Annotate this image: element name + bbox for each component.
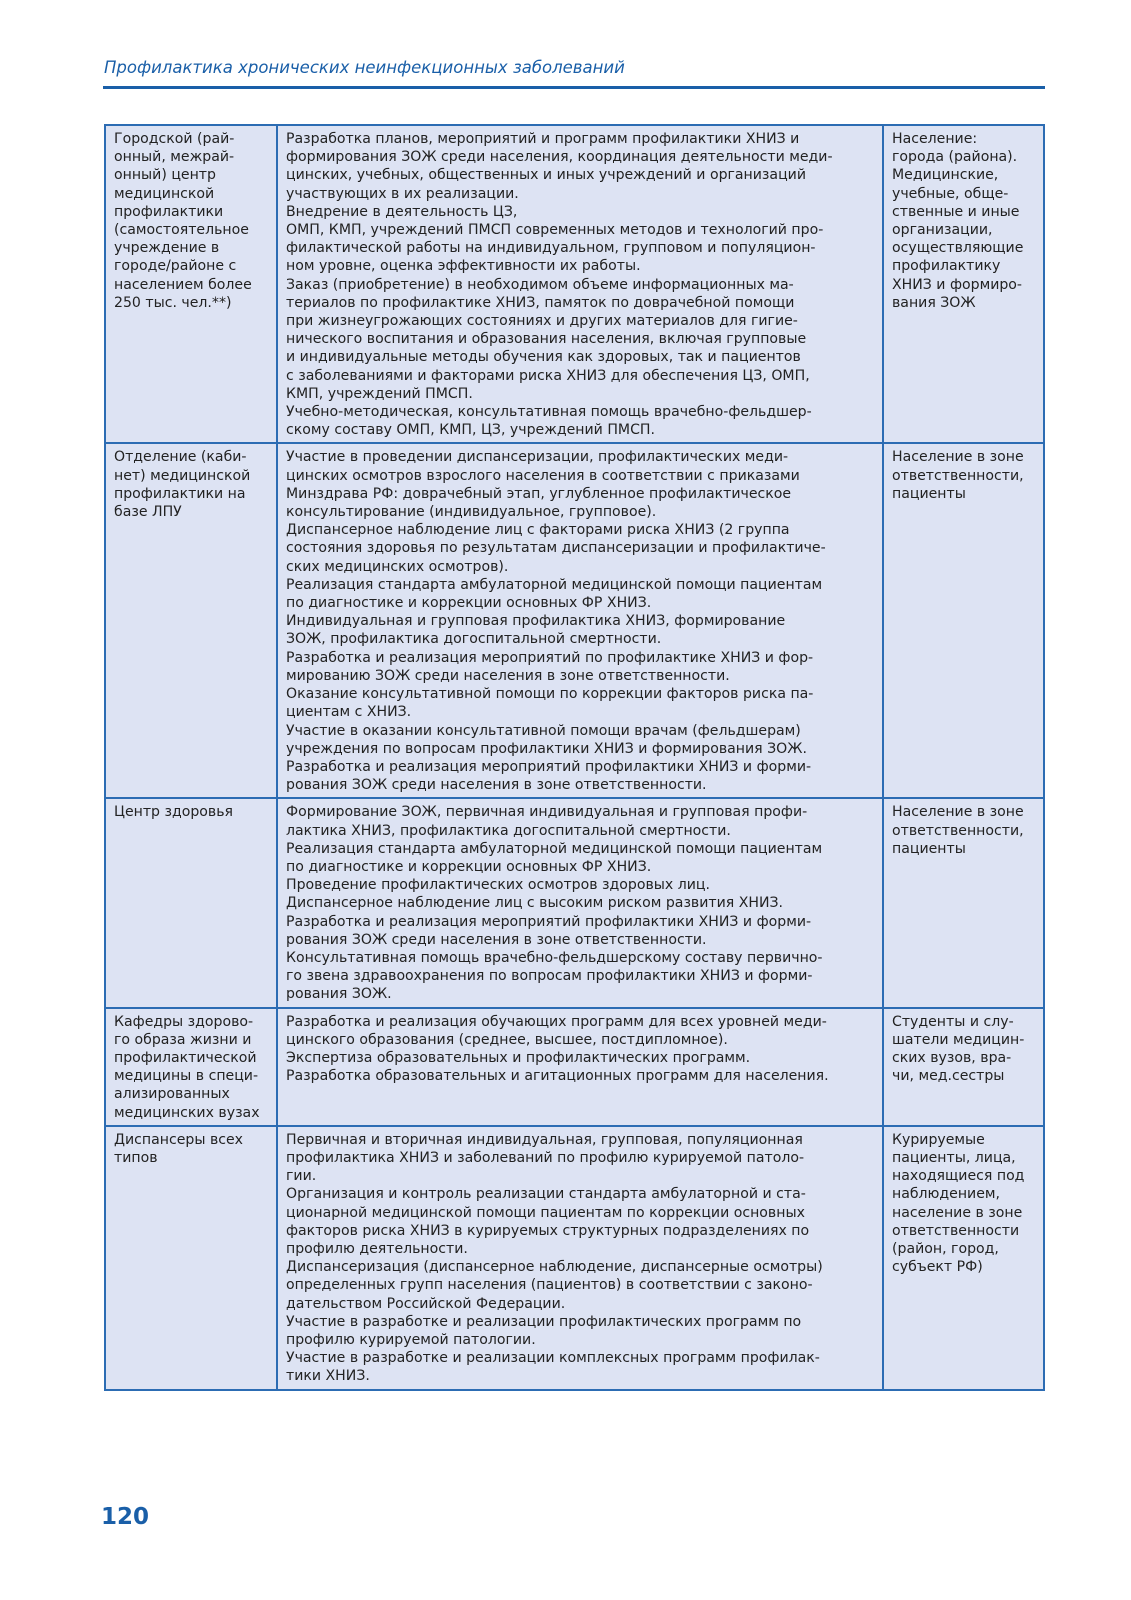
target-audience-cell bbox=[883, 125, 1044, 443]
prevention-institutions-table bbox=[104, 124, 1045, 1391]
text-line: мированию ЗОЖ среди населения в зоне ответственности. bbox=[286, 667, 730, 684]
text-line: профилактики на bbox=[114, 485, 246, 502]
text-line: учебные, обще- bbox=[892, 185, 1009, 202]
text-line: скому составу ОМП, КМП, ЦЗ, учреждений ПМСП. bbox=[286, 422, 655, 439]
text-line: с заболеваниями и факторами риска ХНИЗ для обеспечения ЦЗ, ОМП, bbox=[286, 367, 810, 384]
institution-cell bbox=[105, 1008, 277, 1126]
text-line: Участие в проведении диспансеризации, профилактических меди- bbox=[286, 449, 789, 466]
text-line: Население в зоне bbox=[892, 449, 1024, 466]
text-line: Консультативная помощь врачебно-фельдшерскому составу первично- bbox=[286, 949, 823, 966]
functions-cell bbox=[277, 798, 883, 1007]
text-line: чи, мед.сестры bbox=[892, 1068, 1005, 1085]
text-line: профилактики bbox=[114, 203, 224, 220]
text-line: население в зоне bbox=[892, 1204, 1023, 1221]
text-line: профилактика ХНИЗ и заболеваний по профилю курируемой патоло- bbox=[286, 1149, 805, 1166]
text-line: Участие в оказании консультативной помощи врачам (фельдшерам) bbox=[286, 722, 801, 739]
text-line: рования ЗОЖ среди населения в зоне ответственности. bbox=[286, 931, 707, 948]
target-audience-cell bbox=[883, 1126, 1044, 1390]
target-audience-cell bbox=[883, 443, 1044, 798]
text-line: гии. bbox=[286, 1168, 317, 1185]
target-audience-cell bbox=[883, 798, 1044, 1007]
text-line: Курируемые bbox=[892, 1131, 985, 1148]
text-line: Реализация стандарта амбулаторной медицинской помощи пациентам bbox=[286, 840, 823, 857]
text-line: профилю деятельности. bbox=[286, 1240, 468, 1257]
text-line: 250 тыс. чел.**) bbox=[114, 294, 232, 311]
text-line: Разработка образовательных и агитационных программ для населения. bbox=[286, 1068, 829, 1085]
table-row bbox=[105, 125, 1044, 443]
text-line: факторов риска ХНИЗ в курируемых структурных подразделениях по bbox=[286, 1222, 810, 1239]
text-line: городе/районе с bbox=[114, 258, 237, 275]
text-line: при жизнеугрожающих состояниях и других материалов для гигие- bbox=[286, 313, 798, 330]
text-line: ХНИЗ и формиро- bbox=[892, 276, 1023, 293]
text-line: медицинских вузах bbox=[114, 1104, 260, 1121]
text-line: Диспансеры всех bbox=[114, 1131, 244, 1148]
text-line: ских медицинских осмотров). bbox=[286, 558, 509, 575]
text-line: Медицинские, bbox=[892, 167, 999, 184]
table-row bbox=[105, 443, 1044, 798]
text-line: го звена здравоохранения по вопросам профилактики ХНИЗ и форми- bbox=[286, 968, 813, 985]
text-line: Экспертиза образовательных и профилактических программ. bbox=[286, 1049, 751, 1066]
text-line: Заказ (приобретение) в необходимом объеме информационных ма- bbox=[286, 276, 794, 293]
text-line: по диагностике и коррекции основных ФР ХНИЗ. bbox=[286, 858, 652, 875]
text-line: ответственности, bbox=[892, 467, 1024, 484]
text-line: Диспансерное наблюдение лиц с факторами риска ХНИЗ (2 группа bbox=[286, 522, 790, 539]
text-line: ализированных bbox=[114, 1086, 230, 1103]
text-line: базе ЛПУ bbox=[114, 504, 182, 521]
text-line: Разработка и реализация мероприятий профилактики ХНИЗ и форми- bbox=[286, 913, 812, 930]
text-line: шатели медицин- bbox=[892, 1031, 1025, 1048]
text-line: КМП, учреждений ПМСП. bbox=[286, 385, 473, 402]
text-line: ном уровне, оценка эффективности их работы. bbox=[286, 258, 641, 275]
text-line: ОМП, КМП, учреждений ПМСП современных методов и технологий про- bbox=[286, 222, 824, 239]
text-line: рования ЗОЖ. bbox=[286, 986, 392, 1003]
text-line: осуществляющие bbox=[892, 240, 1024, 257]
text-line: Диспансеризация (диспансерное наблюдение, диспансерные осмотры) bbox=[286, 1259, 823, 1276]
text-line: циентам с ХНИЗ. bbox=[286, 704, 412, 721]
text-line: пациенты bbox=[892, 840, 966, 857]
text-line: Разработка и реализация обучающих программ для всех уровней меди- bbox=[286, 1013, 827, 1030]
text-line: Разработка планов, мероприятий и программ профилактики ХНИЗ и bbox=[286, 131, 800, 147]
text-line: пациенты bbox=[892, 485, 966, 502]
text-line: пациенты, лица, bbox=[892, 1149, 1016, 1166]
text-line: ских вузов, вра- bbox=[892, 1049, 1012, 1066]
text-line: медицинской bbox=[114, 185, 215, 202]
text-line: Организация и контроль реализации стандарта амбулаторной и ста- bbox=[286, 1186, 806, 1203]
text-line: профилактику bbox=[892, 258, 1001, 275]
text-line: Участие в разработке и реализации профилактических программ по bbox=[286, 1313, 802, 1330]
text-line: типов bbox=[114, 1149, 158, 1166]
page-number: 120 bbox=[101, 1504, 150, 1530]
functions-cell bbox=[277, 125, 883, 443]
text-line: нического воспитания и образования населения, включая групповые bbox=[286, 331, 807, 348]
text-line: ЗОЖ, профилактика догоспитальной смертности. bbox=[286, 631, 662, 648]
table-body bbox=[105, 125, 1044, 1390]
text-line: населением более bbox=[114, 276, 252, 293]
header-rule bbox=[103, 86, 1045, 89]
text-line: Индивидуальная и групповая профилактика ХНИЗ, формирование bbox=[286, 613, 786, 630]
text-line: учреждения по вопросам профилактики ХНИЗ и формирования ЗОЖ. bbox=[286, 740, 807, 757]
text-line: Население в зоне bbox=[892, 804, 1024, 821]
text-line: консультирование (индивидуальное, групповое). bbox=[286, 504, 657, 521]
text-line: учреждение в bbox=[114, 240, 220, 257]
text-line: Оказание консультативной помощи по коррекции факторов риска па- bbox=[286, 686, 814, 703]
target-audience-cell bbox=[883, 1008, 1044, 1126]
text-line: Население: bbox=[892, 131, 978, 147]
text-line: цинских осмотров взрослого населения в соответствии с приказами bbox=[286, 467, 800, 484]
text-line: формирования ЗОЖ среди населения, координация деятельности меди- bbox=[286, 149, 833, 166]
text-line: определенных групп населения (пациентов) в соответствии с законо- bbox=[286, 1277, 813, 1294]
text-line: Отделение (каби- bbox=[114, 449, 247, 466]
text-line: профилактической bbox=[114, 1049, 257, 1066]
text-line: Центр здоровья bbox=[114, 804, 233, 821]
text-line: Внедрение в деятельность ЦЗ, bbox=[286, 203, 518, 220]
text-line: Студенты и слу- bbox=[892, 1013, 1014, 1030]
text-line: по диагностике и коррекции основных ФР ХНИЗ. bbox=[286, 595, 652, 612]
text-line: Формирование ЗОЖ, первичная индивидуальная и групповая профи- bbox=[286, 804, 808, 821]
text-line: ответственности bbox=[892, 1222, 1020, 1239]
text-line: Диспансерное наблюдение лиц с высоким риском развития ХНИЗ. bbox=[286, 895, 784, 912]
text-line: го образа жизни и bbox=[114, 1031, 252, 1048]
text-line: Разработка и реализация мероприятий по профилактике ХНИЗ и фор- bbox=[286, 649, 814, 666]
table-row bbox=[105, 1008, 1044, 1126]
text-line: медицины в специ- bbox=[114, 1068, 259, 1085]
institution-cell bbox=[105, 443, 277, 798]
text-line: ственные и иные bbox=[892, 203, 1020, 220]
text-line: субъект РФ) bbox=[892, 1259, 983, 1276]
table-row bbox=[105, 1126, 1044, 1390]
institution-cell bbox=[105, 125, 277, 443]
text-line: дательством Российской Федерации. bbox=[286, 1295, 566, 1312]
text-line: города (района). bbox=[892, 149, 1018, 166]
text-line: находящиеся под bbox=[892, 1168, 1025, 1185]
text-line: филактической работы на индивидуальном, групповом и популяцион- bbox=[286, 240, 816, 257]
text-line: наблюдением, bbox=[892, 1186, 1000, 1203]
text-line: Проведение профилактических осмотров здоровых лиц. bbox=[286, 877, 710, 894]
text-line: Кафедры здорово- bbox=[114, 1013, 254, 1030]
text-line: цинского образования (среднее, высшее, постдипломное). bbox=[286, 1031, 728, 1048]
text-line: Минздрава РФ: доврачебный этап, углубленное профилактическое bbox=[286, 485, 792, 502]
text-line: Учебно-методическая, консультативная помощь врачебно-фельдшер- bbox=[286, 404, 812, 421]
text-line: Первичная и вторичная индивидуальная, групповая, популяционная bbox=[286, 1131, 803, 1148]
text-line: участвующих в их реализации. bbox=[286, 185, 519, 202]
running-header-title: Профилактика хронических неинфекционных заболеваний bbox=[104, 58, 625, 77]
text-line: териалов по профилактике ХНИЗ, памяток по доврачебной помощи bbox=[286, 294, 795, 311]
table-row bbox=[105, 798, 1044, 1007]
text-line: тики ХНИЗ. bbox=[286, 1368, 370, 1385]
text-line: организации, bbox=[892, 222, 993, 239]
text-line: (район, город, bbox=[892, 1240, 999, 1257]
text-line: онный, межрай- bbox=[114, 149, 235, 166]
text-line: цинских, учебных, общественных и иных учреждений и организаций bbox=[286, 167, 806, 184]
functions-cell bbox=[277, 1008, 883, 1126]
text-line: онный) центр bbox=[114, 167, 216, 184]
text-line: состояния здоровья по результатам диспансеризации и профилактиче- bbox=[286, 540, 826, 557]
text-line: нет) медицинской bbox=[114, 467, 251, 484]
text-line: Городской (рай- bbox=[114, 131, 235, 147]
text-line: (самостоятельное bbox=[114, 222, 249, 239]
text-line: ответственности, bbox=[892, 822, 1024, 839]
text-line: Участие в разработке и реализации комплексных программ профилак- bbox=[286, 1350, 820, 1367]
text-line: ционарной медицинской помощи пациентам по коррекции основных bbox=[286, 1204, 805, 1221]
text-line: Реализация стандарта амбулаторной медицинской помощи пациентам bbox=[286, 576, 823, 593]
institution-cell bbox=[105, 1126, 277, 1390]
text-line: рования ЗОЖ среди населения в зоне ответственности. bbox=[286, 777, 707, 794]
text-line: и индивидуальные методы обучения как здоровых, так и пациентов bbox=[286, 349, 801, 366]
functions-cell bbox=[277, 1126, 883, 1390]
text-line: Разработка и реализация мероприятий профилактики ХНИЗ и форми- bbox=[286, 758, 812, 775]
text-line: лактика ХНИЗ, профилактика догоспитальной смертности. bbox=[286, 822, 731, 839]
text-line: вания ЗОЖ bbox=[892, 294, 976, 311]
institution-cell bbox=[105, 798, 277, 1007]
functions-cell bbox=[277, 443, 883, 798]
text-line: профилю курируемой патологии. bbox=[286, 1332, 536, 1348]
